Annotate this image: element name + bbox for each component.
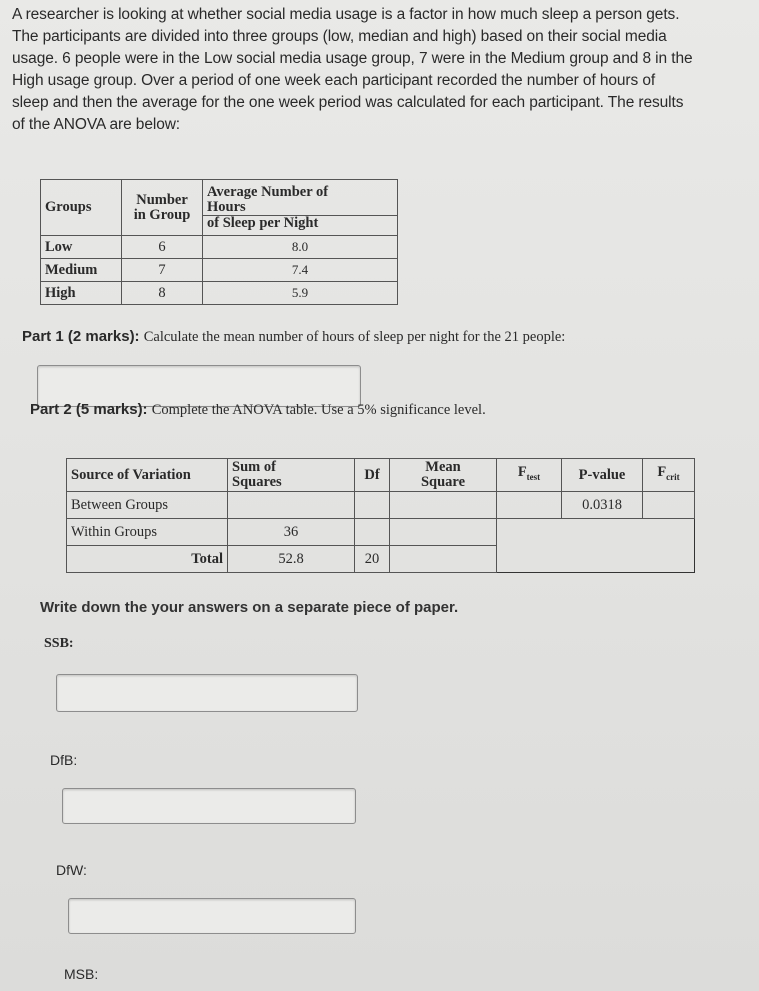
between-groups-label: Between Groups bbox=[67, 492, 228, 519]
table-row bbox=[41, 282, 398, 305]
groups-header: Groups bbox=[41, 180, 122, 236]
total-label: Total bbox=[67, 546, 228, 573]
question-intro bbox=[12, 4, 757, 136]
part1-text: Calculate the mean number of hours of sleep per night for the 21 people: bbox=[143, 329, 566, 345]
within-df-cell bbox=[355, 519, 390, 546]
p-value-cell: 0.0318 bbox=[562, 492, 643, 519]
between-ms-cell bbox=[390, 492, 497, 519]
dfw-input[interactable] bbox=[68, 898, 356, 934]
part1-label: Part 1 (2 marks): bbox=[22, 328, 140, 345]
ssb-label: SSB: bbox=[44, 636, 74, 651]
intro-line: The participants are divided into three groups (low, median and high) based on their social media bbox=[12, 28, 667, 45]
group-average: 8.0 bbox=[203, 236, 398, 259]
f-crit-cell bbox=[643, 492, 695, 519]
intro-line: High usage group. Over a period of one week each participant recorded the number of hours of bbox=[12, 72, 656, 89]
total-ss-cell: 52.8 bbox=[228, 546, 355, 573]
intro-line: usage. 6 people were in the Low social media usage group, 7 were in the Medium group and 8 in the bbox=[12, 50, 693, 67]
f-test-header: $F_{test}$ bbox=[497, 459, 562, 492]
source-header: Source of Variation bbox=[67, 459, 228, 492]
part2-text: Complete the ANOVA table. Use a 5% significance level. bbox=[151, 402, 486, 418]
part2-label: Part 2 (5 marks): bbox=[30, 401, 148, 418]
group-name: Low bbox=[41, 236, 122, 259]
within-groups-label: Within Groups bbox=[67, 519, 228, 546]
f-test-cell bbox=[497, 492, 562, 519]
f-crit-header: $F_{crit}$ bbox=[643, 459, 695, 492]
group-count: 8 bbox=[122, 282, 203, 305]
intro-line: sleep and then the average for the one week period was calculated for each participant. The results bbox=[12, 94, 684, 111]
group-name: High bbox=[41, 282, 122, 305]
part2-prompt bbox=[30, 401, 486, 419]
intro-line: A researcher is looking at whether social media usage is a factor in how much sleep a person gets. bbox=[12, 6, 680, 23]
dfw-label: DfW: bbox=[56, 862, 87, 878]
group-count: 6 bbox=[122, 236, 203, 259]
group-name: Medium bbox=[41, 259, 122, 282]
p-value-header: P-value bbox=[562, 459, 643, 492]
group-count: 7 bbox=[122, 259, 203, 282]
number-in-group-header: Number in Group bbox=[122, 180, 203, 236]
average-hours-header: Average Number of Hours of Sleep per Night bbox=[203, 180, 398, 236]
part1-prompt bbox=[22, 328, 565, 346]
sum-of-squares-header: Sum of Squares bbox=[228, 459, 355, 492]
group-average: 7.4 bbox=[203, 259, 398, 282]
dfb-label: DfB: bbox=[50, 752, 78, 768]
between-ss-cell bbox=[228, 492, 355, 519]
total-df-cell: 20 bbox=[355, 546, 390, 573]
within-ms-cell bbox=[390, 519, 497, 546]
group-average: 5.9 bbox=[203, 282, 398, 305]
dfb-input[interactable] bbox=[62, 788, 356, 824]
ssb-input[interactable] bbox=[56, 674, 358, 712]
table-row bbox=[41, 236, 398, 259]
table-row bbox=[67, 492, 695, 519]
anova-table bbox=[66, 458, 695, 573]
table-row bbox=[67, 519, 695, 546]
within-ss-cell: 36 bbox=[228, 519, 355, 546]
table-row bbox=[41, 259, 398, 282]
instruction-text: Write down the your answers on a separate piece of paper. bbox=[40, 599, 459, 616]
groups-table bbox=[40, 179, 398, 305]
intro-line: of the ANOVA are below: bbox=[12, 116, 181, 133]
msb-label: MSB: bbox=[64, 966, 99, 982]
mean-square-header: Mean Square bbox=[390, 459, 497, 492]
df-header: Df bbox=[355, 459, 390, 492]
between-df-cell bbox=[355, 492, 390, 519]
